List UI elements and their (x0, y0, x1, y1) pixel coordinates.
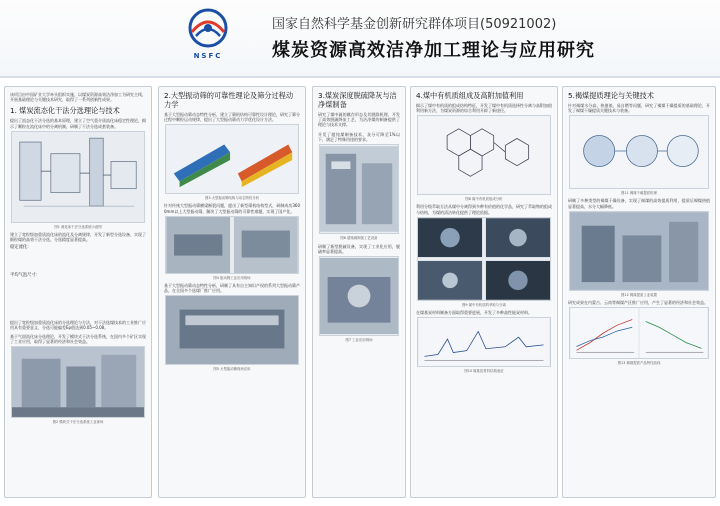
molecular-structure-icon (418, 116, 550, 194)
section-title-3: 3.煤炭深度脱硫降灰与洁净煤制备 (318, 91, 397, 109)
header-divider (0, 76, 720, 78)
figure-organic-matter (417, 115, 551, 195)
plant-photo-icon (320, 257, 398, 335)
section-3-para-1: 研究了煤中硫的赋存形态及其脱除机理，开发了高效脱硫降灰工艺，为洁净煤的制备提供了理论与技术支撑。 (318, 112, 400, 128)
fluidized-bed-diagram-icon (12, 132, 144, 222)
section-1-para-2: 建立了宽粒级加重质流化床的流化及分离规律，开发了新型分选设备，实现了细粒煤的高效干法分选，分选精度显著提高。 (10, 231, 146, 243)
figure-7-caption: 图7 工业应用现场 (345, 338, 373, 343)
figure-lignite-mechanism (569, 115, 709, 189)
section-title-4: 4.煤中有机质组成及高附加值利用 (416, 91, 524, 100)
figure-9-caption: 图9 煤中有机质的萃取与分离 (462, 302, 506, 307)
process-equipment-photo-icon (320, 145, 398, 233)
project-title: 国家自然科学基金创新研究群体项目(50921002) (272, 17, 557, 32)
figure-screen-application (165, 295, 299, 365)
section-title-1: 1. 煤炭流态化干法分选理论与技术 (10, 106, 120, 116)
section-1-para-1: 提出了流态化干法分选的基本原理，建立了空气重介质流化床稳定性理论，揭示了颗粒在流化床中的分离机制，研制了干法分选成套装备。 (10, 118, 146, 129)
characteristic-curves-icon (570, 308, 708, 358)
figure-lignite-curves (569, 307, 709, 359)
logo-text: NSFC (193, 52, 223, 60)
figure-1-caption: 图1 流化床干法分选系统示意图 (54, 224, 102, 229)
spectra-plot-icon (418, 318, 550, 366)
figure-8-caption: 图8 煤中有机质组成分析 (465, 197, 503, 202)
section-4-para-2: 利用分级萃取方法从煤中分离得到多种有价值的化学品，研究了萃取物的组成与结构，为煤的清洁转化提供了理论依据。 (416, 204, 552, 215)
section-1-para-4: 基于气固流化床分选理论，开发了模块式干法分选系统，在国内多个矿区实现了工业应用，取得了显著的经济和社会效益。 (10, 333, 146, 344)
screen-photo-icon (166, 217, 298, 273)
extraction-photos-icon (418, 218, 550, 300)
main-title: 煤炭资源高效洁净加工理论与应用研究 (272, 40, 595, 61)
figure-4-caption: 图4 振动筛工业应用现场 (213, 275, 251, 280)
figure-6-caption: 图6 超纯煤制备工艺设备 (340, 236, 378, 241)
column-2 (158, 86, 306, 498)
figure-dry-separation-site (11, 346, 145, 418)
section-2-para-3: 基于大型振动筛动态特性分析，研制了具有自主知识产权的系列大型振动筛产品，在全国多个选煤厂推广应用。 (164, 282, 300, 294)
section-title-2: 2.大型振动筛的可靠性理论及筛分过程动力学 (164, 91, 294, 109)
section-3-para-3: 研制了新型脱硫设备，实现了工业化应用，脱硫率显著提高。 (318, 244, 400, 255)
section-4-para-3: 在煤基炭材料制备方面取得重要进展，开发了多种高性能炭材料。 (416, 309, 532, 315)
figure-11-caption: 图11 褐煤干燥提质机理 (621, 191, 657, 196)
figure-ultra-clean-coal (319, 144, 399, 234)
nsfc-logo-icon (178, 6, 238, 54)
screen-install-photo-icon (166, 296, 298, 364)
figure-13-caption: 图13 褐煤提质产品特性曲线 (617, 361, 661, 366)
section-5-para-3: 研究成果在内蒙古、云南等褐煤产区推广应用，产生了显著的经济和社会效益。 (568, 299, 708, 305)
equation-placeholder-2 (5, 280, 151, 320)
figure-screen-field (165, 216, 299, 274)
figure-extraction (417, 217, 551, 301)
section-5-para-2: 研制了多种类型的褐煤干燥设备，实现了褐煤的高效提质利用，提质后褐煤热值显著提高，水分大幅降低。 (568, 198, 710, 209)
equation-placeholder-1 (5, 252, 151, 270)
bubble-size-label: 平均气泡尺寸： (10, 273, 41, 279)
figure-screen-analysis (165, 124, 299, 194)
column-5 (562, 86, 716, 498)
figure-industrial-site (319, 256, 399, 336)
column-1 (4, 86, 152, 498)
lignite-plant-photo-icon (570, 212, 708, 290)
section-2-para-2: 针对传统大型振动筛横梁断裂问题，提出了新型筛机结构型式，研制成功3600mm以上大型振动筛，解决了大型振动筛的可靠性难题，实现了国产化。 (164, 203, 300, 214)
column-4 (410, 86, 558, 498)
section-4-para-1: 揭示了煤中有机质的组成结构特征，开发了煤中有机质选择性分离与高附加值利用新方法，为煤炭资源的综合利用开辟了新途径。 (416, 103, 552, 114)
figure-3-caption: 图3 大型振动筛结构与动态特性分析 (204, 196, 260, 201)
figure-10-caption: 图10 煤基炭材料结构表征 (464, 369, 504, 374)
figure-2-caption: 图2 模块式干法分选系统工业现场 (52, 420, 104, 425)
mechanism-diagram-icon (570, 116, 708, 188)
section-title-5: 5.褐煤提质理论与关键技术 (568, 91, 654, 100)
figure-carbon-materials (417, 317, 551, 367)
column-3 (312, 86, 406, 498)
intro-text: 该项目由中国矿业大学牵头组织实施，以煤炭资源高效洁净加工为研究主线，开展基础理论与关键技术研究，取得了一系列创新性成果。 (10, 92, 146, 103)
stable-fluidization-label: 稳定流化： (10, 245, 32, 251)
figure-fluidized-bed (11, 131, 145, 223)
figure-lignite-plant (569, 211, 709, 291)
section-2-para-1: 基于大型振动筛动态特性分析，建立了筛机结构可靠性设计理论，研究了筛分过程中颗粒运动规律，提出了大型振动筛动力学优化设计方法。 (164, 112, 300, 123)
figure-5-caption: 图5 大型振动筛现场应用 (213, 367, 251, 372)
vibrating-screen-model-icon (166, 125, 298, 193)
section-3-para-2: 开发了超纯煤制备技术，灰分可降至1%以下，满足了特殊用途的要求。 (318, 131, 400, 142)
figure-12-caption: 图12 褐煤提质工业装置 (621, 292, 657, 297)
poster-header (0, 0, 720, 78)
section-5-para-1: 针对褐煤水分高、热值低、易自燃等问题，研究了褐煤干燥提质的基础理论，开发了褐煤干燥提质关键技术与装备。 (568, 103, 710, 114)
industrial-plant-photo-icon (12, 347, 144, 417)
section-1-para-3: 提出了宽粒级加重质流化床的分选理论与方法，对干法选煤技术的工业推广应用具有重要意义，分选可能偏差Ep值达到0.05~0.08。 (10, 320, 146, 331)
